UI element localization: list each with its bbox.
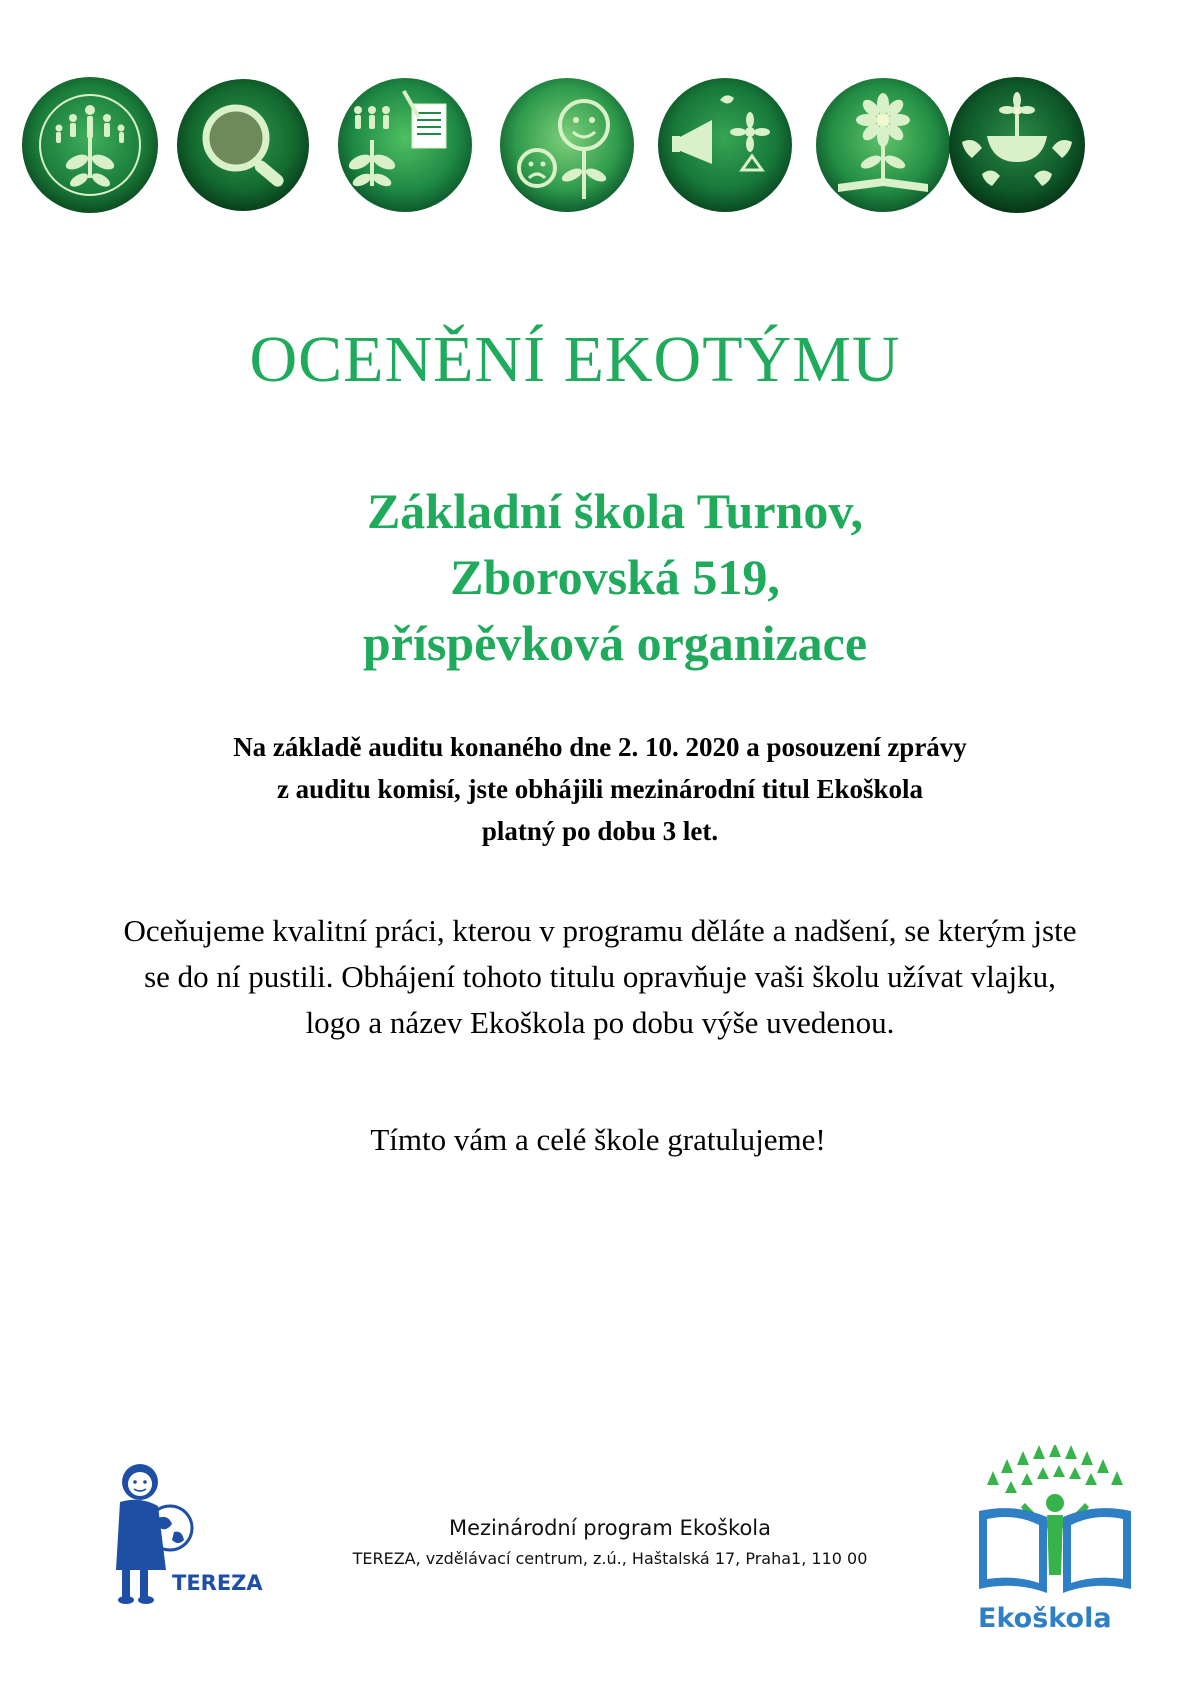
praise-paragraph <box>60 908 1140 1046</box>
congratulations-text: Tímto vám a celé škole gratulujeme! <box>370 1122 826 1157</box>
hands-plant-icon <box>942 70 1092 220</box>
ekoskola-logo-text: Ekoškola <box>978 1603 1112 1634</box>
school-address-line: Zborovská 519, <box>450 549 780 605</box>
audit-line: Na základě auditu konaného dne 2. 10. 2020 a posouzení zprávy <box>233 732 967 762</box>
audit-line: z auditu komisí, jste obhájili mezinárodní titul Ekoškola <box>276 774 924 804</box>
children-document-icon <box>330 70 480 220</box>
footer-address: TEREZA, vzdělávací centrum, z.ú., Haštalská 17, Praha1, 110 00 <box>352 1549 868 1568</box>
audit-line: platný po dobu 3 let. <box>481 816 719 846</box>
footer-program: Mezinárodní program Ekoškola <box>449 1516 771 1540</box>
people-tree-icon <box>15 70 165 220</box>
school-type-line: příspěvková organizace <box>362 615 868 671</box>
audit-paragraph <box>0 726 1191 852</box>
magnifier-icon <box>168 70 318 220</box>
school-name-line: Základní škola Turnov, <box>366 483 864 539</box>
footer <box>300 1512 920 1574</box>
badge-row <box>0 70 1191 250</box>
school-name <box>0 478 1191 676</box>
praise-line: se do ní pustili. Obhájení tohoto titulu opravňuje vaši školu užívat vlajku, <box>144 959 1056 994</box>
faces-flower-icon <box>492 70 642 220</box>
flower-book-icon <box>808 70 958 220</box>
praise-line: logo a název Ekoškola po dobu výše uvedenou. <box>305 1005 895 1040</box>
tereza-logo-text: TEREZA <box>172 1571 263 1595</box>
praise-line: Oceňujeme kvalitní práci, kterou v programu děláte a nadšení, se kterým jste <box>123 913 1077 948</box>
certificate-title: OCENĚNÍ EKOTÝMU <box>249 323 901 396</box>
megaphone-recycle-icon <box>650 70 800 220</box>
